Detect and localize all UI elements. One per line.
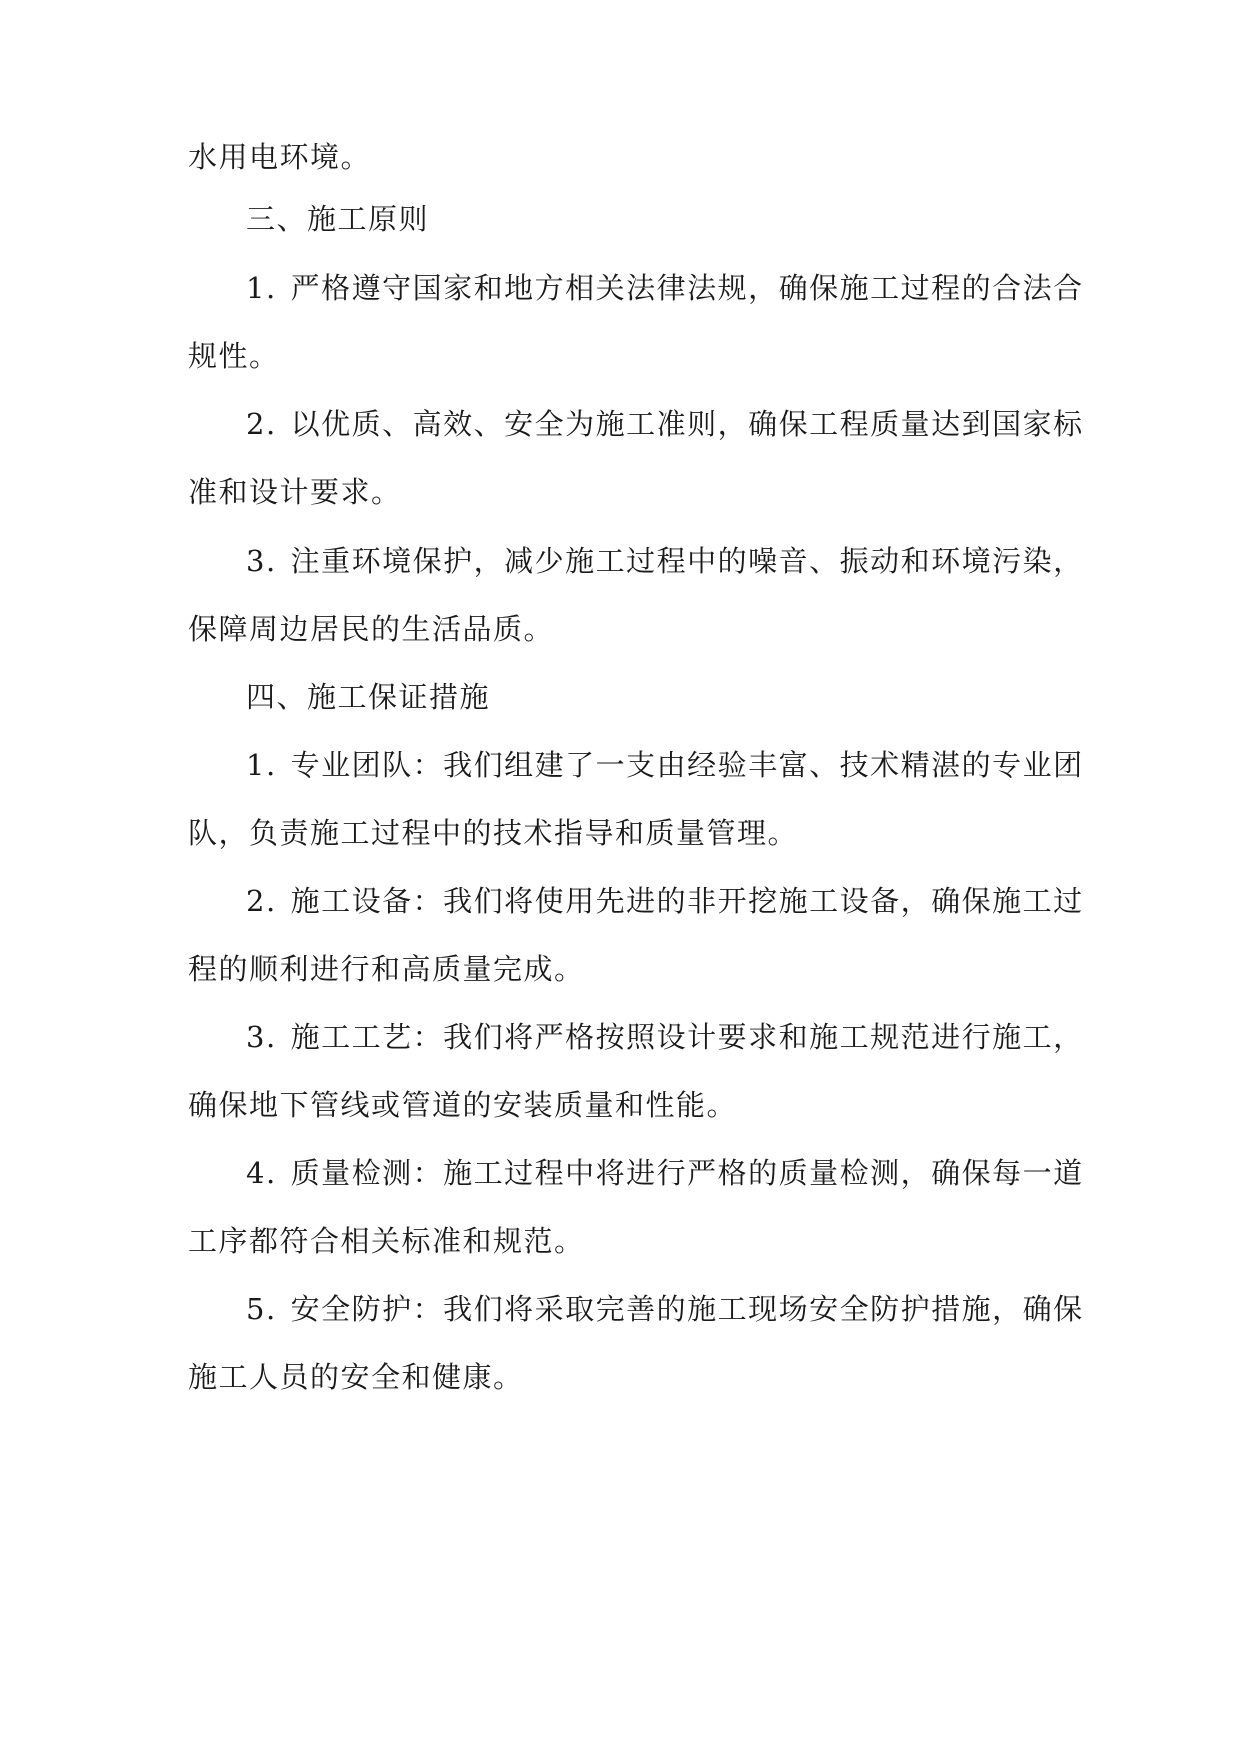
text-line: 质量检测：施工过程中将进行严格的质量检测，确保每一道 xyxy=(290,1156,1084,1190)
measure-4-line-2: 工序都符合相关标准和规范。 xyxy=(188,1224,585,1258)
measure-3-line-1 xyxy=(246,1017,1084,1057)
principle-2-line-2: 准和设计要求。 xyxy=(188,475,402,509)
list-number: 2. xyxy=(246,407,277,441)
principle-3-line-2: 保障周边居民的生活品质。 xyxy=(188,612,555,646)
measure-3-line-2: 确保地下管线或管道的安装质量和性能。 xyxy=(188,1088,738,1122)
text-line: 施工工艺：我们将严格按照设计要求和施工规范进行施工， xyxy=(290,1020,1084,1054)
section-heading-measures: 四、施工保证措施 xyxy=(246,680,491,714)
measure-5-line-2: 施工人员的安全和健康。 xyxy=(188,1360,524,1394)
text-line: 施工设备：我们将使用先进的非开挖施工设备，确保施工过 xyxy=(290,884,1084,918)
measure-2-line-2: 程的顺利进行和高质量完成。 xyxy=(188,952,585,986)
measure-1-line-1 xyxy=(246,745,1084,785)
principle-1-line-2: 规性。 xyxy=(188,339,280,373)
text-line: 以优质、高效、安全为施工准则，确保工程质量达到国家标 xyxy=(290,407,1084,441)
principle-3-line-1 xyxy=(246,541,1084,581)
section-heading-principles: 三、施工原则 xyxy=(246,202,430,236)
measure-5-line-1 xyxy=(246,1289,1084,1329)
list-number: 3. xyxy=(246,544,277,578)
measure-1-line-2: 队，负责施工过程中的技术指导和质量管理。 xyxy=(188,816,799,850)
principle-1-line-1 xyxy=(246,268,1084,308)
text-line: 专业团队：我们组建了一支由经验丰富、技术精湛的专业团 xyxy=(290,748,1084,782)
list-number: 1. xyxy=(246,748,277,782)
text-line: 安全防护：我们将采取完善的施工现场安全防护措施，确保 xyxy=(290,1292,1084,1326)
list-number: 1. xyxy=(246,271,277,305)
list-number: 2. xyxy=(246,884,277,918)
text-line: 严格遵守国家和地方相关法律法规，确保施工过程的合法合 xyxy=(290,271,1084,305)
text-line: 注重环境保护，减少施工过程中的噪音、振动和环境污染， xyxy=(290,544,1084,578)
list-number: 3. xyxy=(246,1020,277,1054)
principle-2-line-1 xyxy=(246,404,1084,444)
measure-2-line-1 xyxy=(246,881,1084,921)
text-line: 水用电环境。 xyxy=(188,140,372,174)
measure-4-line-1 xyxy=(246,1153,1084,1193)
list-number: 5. xyxy=(246,1292,277,1326)
list-number: 4. xyxy=(246,1156,277,1190)
